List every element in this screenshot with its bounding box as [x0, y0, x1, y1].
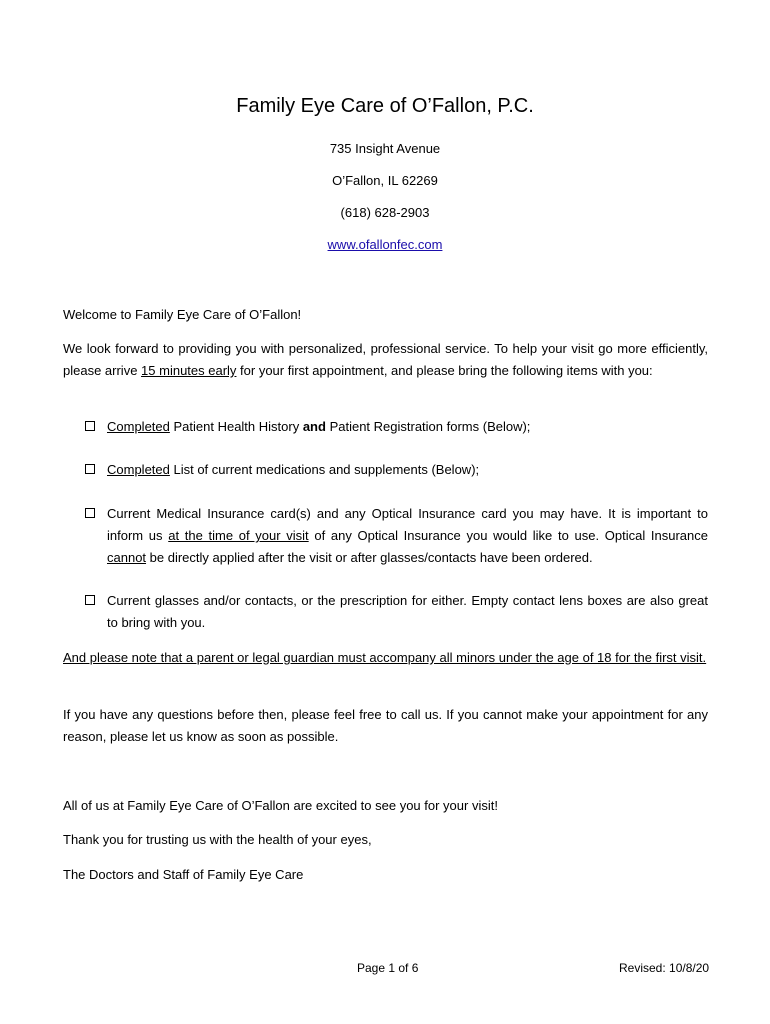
website-link[interactable]: www.ofallonfec.com	[327, 237, 443, 252]
page-title: Family Eye Care of O’Fallon, P.C.	[236, 95, 534, 117]
signoff-text: The Doctors and Staff of Family Eye Care	[63, 867, 304, 882]
checklist-item-insurance	[85, 503, 708, 569]
checklist-item-medications	[85, 459, 708, 481]
excited-text: All of us at Family Eye Care of O’Fallon are excited to see you for your visit!	[63, 798, 498, 813]
intro-text-1: We look forward to providing you with personalized, professional service. To help your visit go more efficiently, please arrive	[63, 341, 708, 378]
phone-number: (618) 628-2903	[340, 205, 430, 220]
address-line1: 735 Insight Avenue	[329, 141, 441, 156]
checkbox-icon[interactable]	[85, 464, 95, 474]
thanks-text: Thank you for trusting us with the health of your eyes,	[63, 832, 372, 847]
page-number: Page 1 of 6	[357, 961, 419, 975]
questions-paragraph: If you have any questions before then, please feel free to call us. If you cannot make your appointment for any reason, please let us know as soon as possible.	[63, 707, 708, 744]
address-line2: O’Fallon, IL 62269	[332, 173, 438, 188]
checkbox-icon[interactable]	[85, 508, 95, 518]
checklist-item-glasses	[85, 590, 708, 634]
checklist-item-text: Completed List of current medications and supplements (Below);	[107, 462, 480, 477]
checklist-item-text: Completed Patient Health History and Patient Registration forms (Below);	[107, 419, 531, 434]
checklist-item-text: Current Medical Insurance card(s) and any Optical Insurance card you may have. It is important to inform us at the time of your visit of any Optical Insurance you would like to use. Optical Insurance cannot be directly applied after the visit or after glasses/contacts have been ordered.	[107, 506, 708, 565]
revised-date: Revised: 10/8/20	[619, 961, 710, 975]
intro-text-2: for your first appointment, and please bring the following items with you:	[236, 363, 653, 378]
guardian-note: And please note that a parent or legal guardian must accompany all minors under the age of 18 for the first visit.	[63, 650, 707, 665]
checkbox-icon[interactable]	[85, 595, 95, 605]
checklist-item-forms	[85, 416, 708, 438]
welcome-text: Welcome to Family Eye Care of O’Fallon!	[63, 307, 302, 322]
intro-emphasis: 15 minutes early	[141, 363, 237, 378]
checkbox-icon[interactable]	[85, 421, 95, 431]
intro-paragraph	[63, 338, 708, 382]
checklist-item-text: Current glasses and/or contacts, or the prescription for either. Empty contact lens boxes are also great to bring with you.	[107, 593, 708, 630]
